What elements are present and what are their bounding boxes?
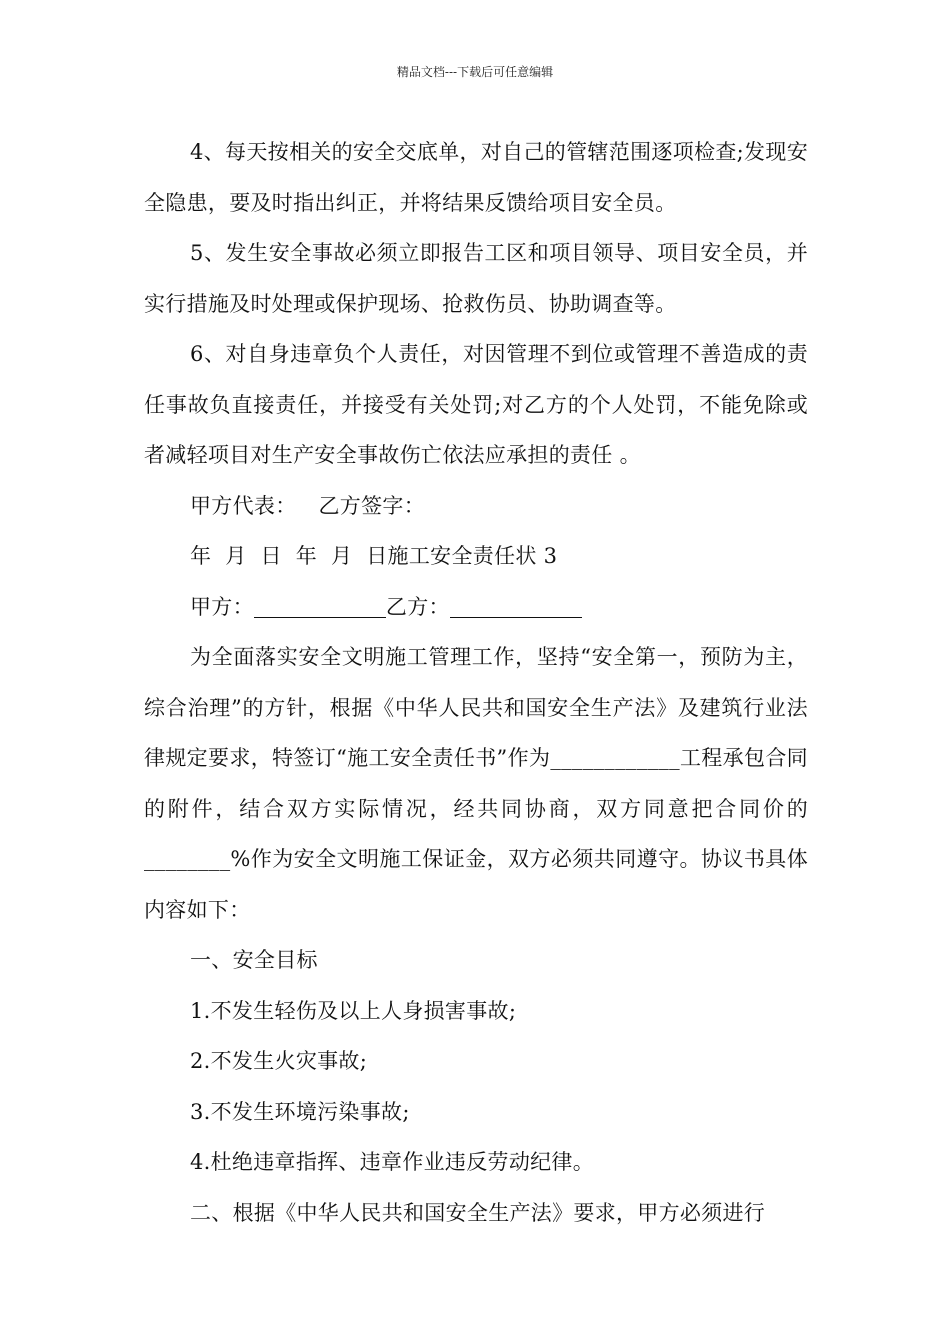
party-b-signature-label: 乙方签字： [318, 493, 425, 518]
document-body [144, 127, 808, 1238]
goal-item-2: 2.不发生火灾事故; [190, 1049, 368, 1073]
party-a-blank [254, 596, 386, 618]
section-title-safety-goals: 一、安全目标 [190, 948, 318, 972]
parties-line [144, 582, 808, 633]
date-line: 年 月 日 年 月 日施工安全责任状 3 [190, 544, 558, 568]
paragraph-item-6: 6、对自身违章负个人责任，对因管理不到位或管理不善造成的责任事故负直接责任，并接受有关处罚;对乙方的个人处罚，不能免除或者减轻项目对生产安全事故伤亡依法应承担的责任 。 [144, 342, 808, 467]
page-header: 精品文档---下载后可任意编辑 [396, 65, 554, 79]
party-a-label: 甲方： [190, 594, 254, 619]
goal-item-1: 1.不发生轻伤及以上人身损害事故; [190, 998, 517, 1023]
intro-paragraph [144, 632, 808, 935]
goal-item-3: 3.不发生环境污染事故; [190, 1099, 410, 1124]
party-b-blank [450, 596, 582, 618]
contract-percent-blank: ________ [144, 847, 231, 871]
paragraph-item-5: 5、发生安全事故必须立即报告工区和项目领导、项目安全员，并实行措施及时处理或保护现场、抢救伤员、协助调查等。 [144, 241, 808, 316]
intro-text-2: _工程承包合同的附件，结合双方实际情况，经共同协商，双方同意把合同价的 [144, 746, 808, 821]
intro-text-1: 为全面落实安全文明施工管理工作，坚持“安全第一，预防为主，综合治理”的方针，根据《中华人民共和国安全生产法》及建筑行业法律规定要求，特签订“施工安全责任书”作为 [144, 645, 808, 770]
intro-text-3: %作为安全文明施工保证金，双方必须共同遵守。协议书具体内容如下： [144, 847, 808, 922]
goal-item-4: 4.杜绝违章指挥、违章作业违反劳动纪律。 [190, 1150, 595, 1174]
party-b-label: 乙方： [385, 594, 450, 619]
paragraph-item-4: 4、每天按相关的安全交底单，对自己的管辖范围逐项检查;发现安全隐患，要及时指出纠正，并将结果反馈给项目安全员。 [144, 140, 808, 215]
signature-line [144, 481, 808, 532]
project-name-blank: ___________ [550, 746, 670, 770]
section-2-start: 二、根据《中华人民共和国安全生产法》要求，甲方必须进行 [190, 1200, 766, 1225]
party-a-representative-label: 甲方代表： [190, 493, 297, 518]
